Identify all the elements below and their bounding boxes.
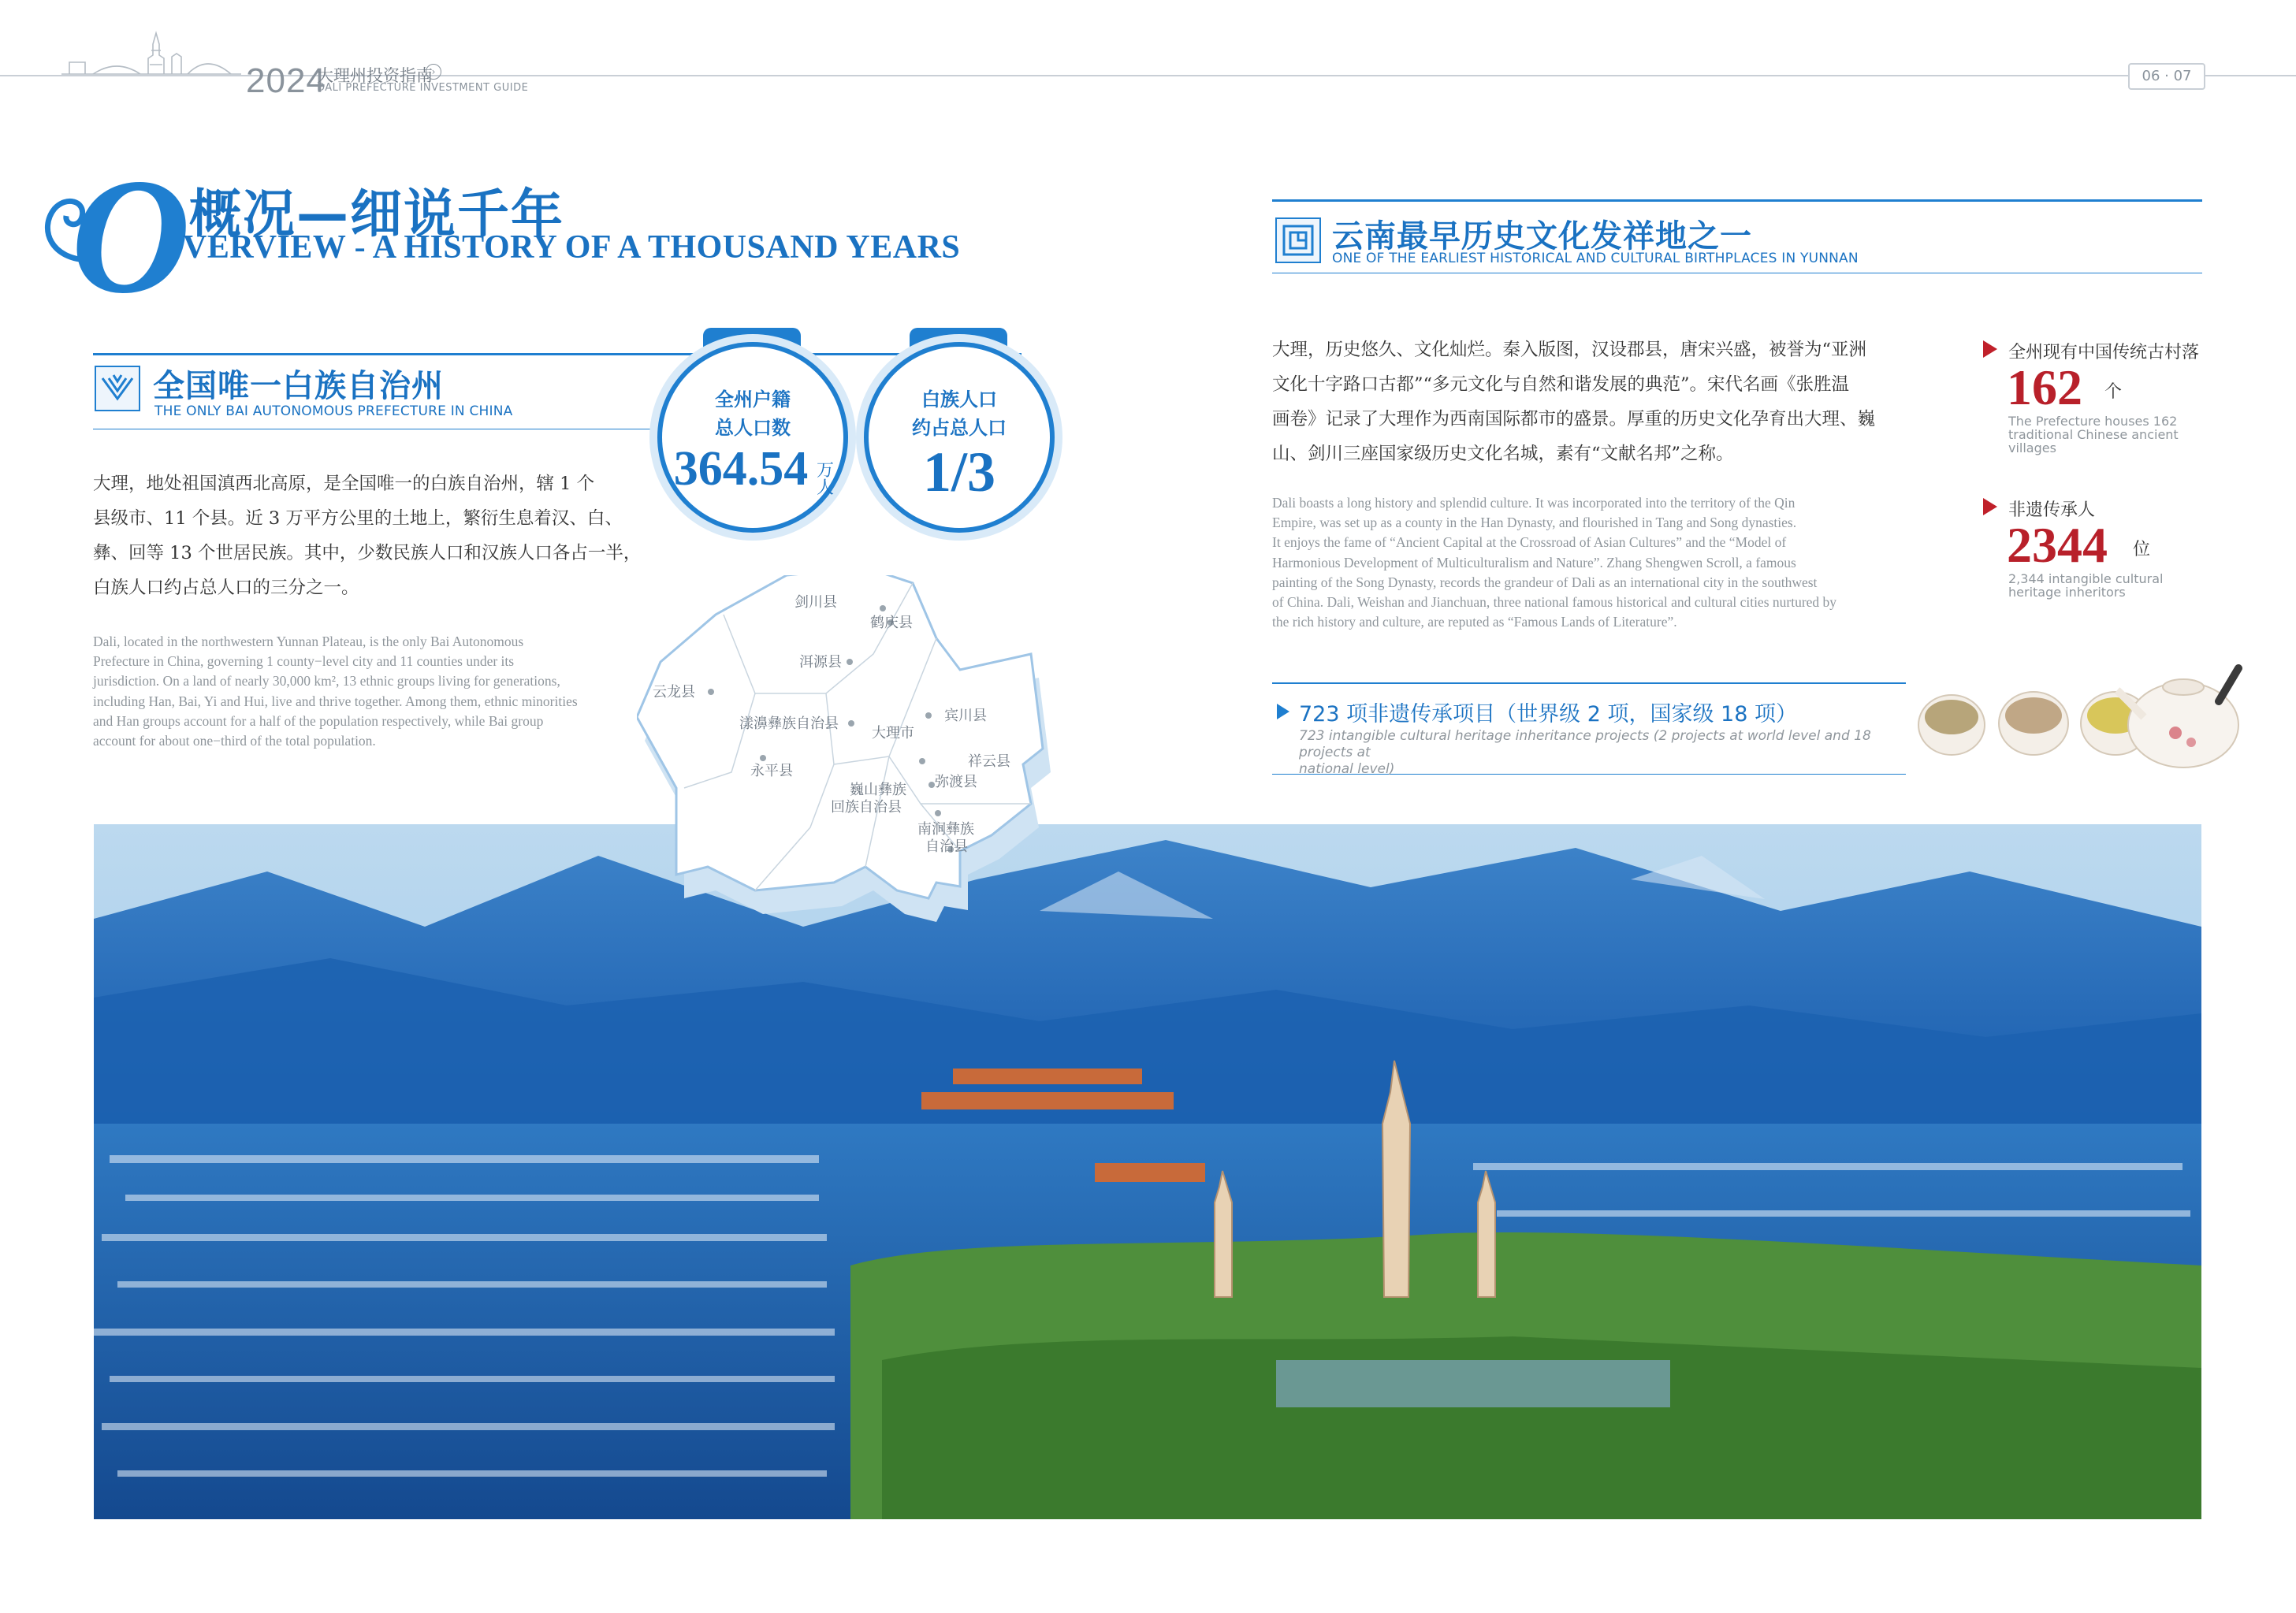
bai-share-value: 1/3 [922,440,995,504]
left-body-en-line: including Han, Bai, Yi and Hui, live and thrive together. Among them, ethnic minorities [93,693,578,709]
title-initial-letter: O [71,145,191,328]
right-section-rule-top [1272,199,2202,202]
meander-pattern-icon [1275,217,1321,263]
map-label-eryuan: 洱源县 [799,654,842,671]
map-label-binchuan: 宾川县 [944,708,987,724]
map-label-heqing: 鹤庆县 [870,615,913,631]
map-label-xiangyun: 祥云县 [968,753,1010,770]
skyline-logo [61,27,243,91]
circle-arrow-right-icon: › [426,64,441,80]
right-section-title-cn: 云南最早历史文化发祥地之一 [1332,218,1752,255]
right-body-cn [1272,333,1911,471]
map-label-nanjian-2: 自治县 [925,838,968,855]
map-label-jianchuan: 剑川县 [794,594,837,611]
stat-inheritors-label: 非遗传承人 [2008,500,2096,520]
left-body-cn-line: 大理，地处祖国滇西北高原，是全国唯一的白族自治州，辖 1 个 [93,474,595,494]
left-section-title-cn: 全国唯一白族自治州 [153,368,444,404]
left-body-cn-line: 县级市、11 个县。近 3 万平方公里的土地上，繁衍生息着汉、白、 [93,508,623,529]
map-label-nanjian-1: 南涧彝族 [917,821,974,838]
dali-three-pagodas-photo [94,824,2201,1519]
stat-villages-label: 全州现有中国传统古村落 [2008,343,2200,362]
right-body-en-line: painting of the Song Dynasty, records the grandeur of Dali as an international city in the southwest [1272,574,1818,590]
stat-arrow-icon [1983,498,1997,515]
heritage-arrow-icon [1277,704,1289,719]
header-year: 2024 [246,61,326,100]
population-label-1: 全州户籍 [715,388,791,411]
right-body-en-line: Empire, was set up as a county in the Han Dynasty, and flourished in Tang and Song dynasties. [1272,515,1797,531]
stat-inheritors-number: 2344 [2007,517,2108,573]
left-body-en-line: Dali, located in the northwestern Yunnan Plateau, is the only Bai Autonomous [93,634,524,649]
left-body-en [93,632,637,751]
stat-villages-en-line: traditional Chinese ancient [2008,427,2179,442]
page-numbers: 06 · 07 [2128,63,2205,90]
bai-share-label-1: 白族人口 [921,388,997,411]
population-unit-1: 万 [817,461,835,481]
map-label-yongping: 永平县 [750,763,793,779]
left-body-en-line: and Han groups account for a half of the population respectively, while Bai group [93,712,544,729]
stat-villages-number: 162 [2007,359,2082,415]
map-label-dali-city: 大理市 [872,725,914,741]
stat-villages-en [2008,414,2197,455]
right-body-cn-line: 画卷》记录了大理作为西南国际都市的盛景。厚重的历史文化孕育出大理、巍 [1272,409,1876,429]
right-body-en-line: Dali boasts a long history and splendid culture. It was incorporated into the territory of the Qin [1272,495,1795,511]
stat-villages-en-line: villages [2008,440,2056,455]
map-label-weishan-2: 回族自治县 [831,799,902,816]
population-value: 364.54 [673,442,809,496]
right-body-en-line: It enjoys the fame of “Ancient Capital at the Crossroad of Asian Cultures” and the “Model of [1272,534,1787,551]
population-circle [662,347,843,528]
heritage-subtitle-line: 723 intangible cultural heritage inheritance projects (2 projects at world level and 18 projects at [1299,728,1871,760]
page-title-en: VERVIEW - A HISTORY OF A THOUSAND YEARS [183,229,961,266]
bai-pattern-icon [95,366,140,411]
left-section-rule-top [93,353,1021,355]
heritage-rule-top [1272,682,1906,684]
bai-share-label-2: 约占总人口 [912,417,1007,439]
header-guide-title: 大理州投资指南 [317,66,433,85]
right-body-cn-line: 大理，历史悠久、文化灿烂。秦入版图，汉设郡县，唐宋兴盛，被誉为“亚洲 [1272,340,1867,360]
map-label-midu: 弥渡县 [935,774,977,790]
left-body-cn-line: 彝、回等 13 个世居民族。其中，少数民族人口和汉族人口各占一半， [93,543,642,563]
heritage-subtitle-line: national level) [1299,761,1395,777]
bai-share-circle [869,347,1050,528]
heritage-subtitle [1299,728,1914,778]
stat-villages-en-line: The Prefecture houses 162 [2008,414,2178,429]
left-body-cn [93,466,645,605]
left-body-cn-line: 白族人口约占总人口的三分之一。 [93,578,359,598]
right-body-en-line: of China. Dali, Weishan and Jianchuan, three national famous historical and cultural cities nurtured by [1272,594,1837,611]
stat-inheritors-en [2008,572,2197,599]
right-section-title-en: ONE OF THE EARLIEST HISTORICAL AND CULTURAL BIRTHPLACES IN YUNNAN [1332,251,1859,266]
left-body-en-line: account for about one−third of the total population. [93,733,376,749]
right-body-en [1272,493,1911,632]
stat-inheritors-en-line: heritage inheritors [2008,585,2126,600]
header-guide-subtitle: DALI PREFECTURE INVESTMENT GUIDE [317,82,529,94]
map-label-yangbi: 漾濞彝族自治县 [739,715,839,732]
stat-villages-unit: 个 [2104,382,2123,402]
tea-set-illustration [1907,654,2246,772]
page-title-cn: 概况—细说千年 [189,184,564,244]
stat-arrow-icon [1983,340,1997,358]
right-body-en-line: the rich history and culture, are reputed as “Famous Lands of Literature”. [1272,614,1677,630]
heritage-title: 723 项非遗传承项目（世界级 2 项，国家级 18 项） [1299,702,1797,727]
stat-inheritors-en-line: 2,344 intangible cultural [2008,571,2164,586]
dali-county-map [637,575,1062,922]
map-label-yunlong: 云龙县 [653,684,695,701]
right-body-en-line: Harmonious Development of Multiculturalism and Nature”. Zhang Shengwen Scroll, a famous [1272,554,1796,570]
left-body-en-line: Prefecture in China, governing 1 county−level city and 11 counties under its [93,653,515,670]
left-section-title-en: THE ONLY BAI AUTONOMOUS PREFECTURE IN CHINA [154,403,513,419]
right-body-cn-line: 山、剑川三座国家级历史文化名城，素有“文献名邦”之称。 [1272,444,1734,464]
stat-inheritors-unit: 位 [2133,540,2151,559]
population-unit-2: 人 [817,478,835,498]
map-label-weishan-1: 巍山彝族 [850,782,906,798]
right-body-cn-line: 文化十字路口古都”“多元文化与自然和谐发展的典范”。宋代名画《张胜温 [1272,374,1850,395]
left-body-en-line: jurisdiction. On a land of nearly 30,000 km², 13 ethnic groups living for generations, [93,673,560,689]
population-label-2: 总人口数 [715,417,791,439]
